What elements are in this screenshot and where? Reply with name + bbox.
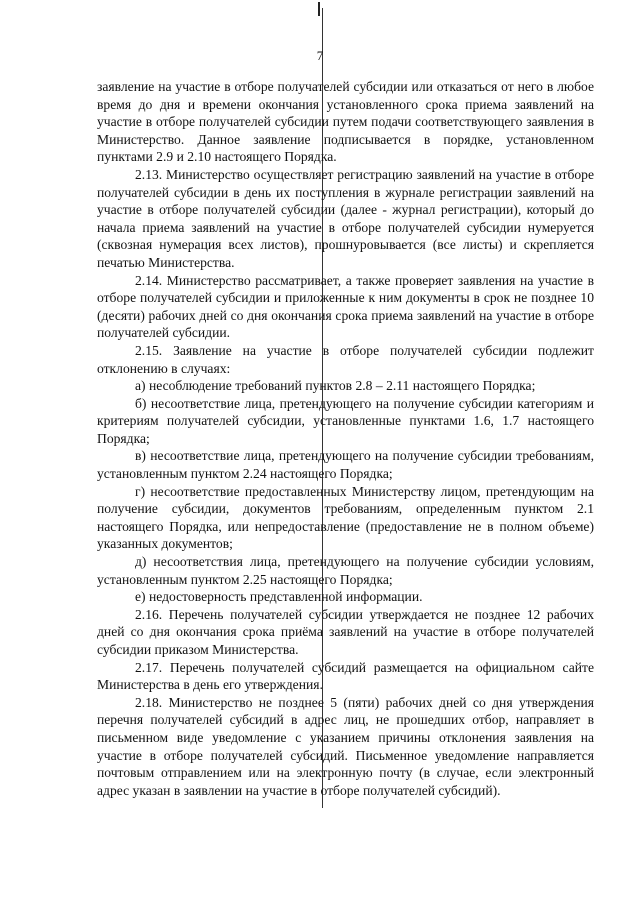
list-item-d: д) несоответствия лица, претендующего на получение субсидии условиям, установленным пунктом 2.25 настоящего Порядка; [97, 554, 594, 587]
paragraph-2-18: 2.18. Министерство не позднее 5 (пяти) рабочих дней со дня утверждения перечня получателей субсидий в адрес лиц, не прошедших отбор, направляет в письменном виде уведомление с указанием причины отклонения заявления на участие в отборе получателей субсидий. Письменное уведомление направляется почтовым отправлением или на электронную почту (в случае, если электронный адрес указан в заявлении на участие в отборе получателей субсидий). [97, 694, 594, 798]
document-body [97, 78, 594, 799]
paragraph-2-13: 2.13. Министерство осуществляет регистрацию заявлений на участие в отборе получателей субсидии в день их поступления в журнале регистрации заявлений на участие в отборе получателей субсидии (далее - журнал регистрации), который до начала приема заявлений на участие в отборе получателей субсидии нумеруется (сквозная нумерация всех листов), прошнуровывается (все листы) и скрепляется печатью Министерства. [97, 166, 594, 270]
list-item-v: в) несоответствие лица, претендующего на получение субсидии требованиям, установленным пунктом 2.24 настоящего Порядка; [97, 448, 594, 482]
paragraph-2-17: 2.17. Перечень получателей субсидий размещается на официальном сайте Министерства в день его утверждения. [97, 659, 594, 693]
list-item-e: е) недостоверность представленной информации. [135, 589, 423, 605]
page-number: 7 [316, 48, 324, 63]
paragraph-2-16: 2.16. Перечень получателей субсидии утверждается не позднее 12 рабочих дней со дня окончания срока приёма заявлений на участие в отборе получателей субсидии приказом Министерства. [97, 606, 594, 657]
paragraph-2-14: 2.14. Министерство рассматривает, а также проверяет заявления на участие в отборе получателей субсидии и приложенные к ним документы в срок не позднее 10 (десяти) рабочих дней со дня окончания срока приема заявлений на участие в отборе получателей субсидии. [97, 272, 594, 341]
list-item-a: а) несоблюдение требований пунктов 2.8 – 2.11 настоящего Порядка; [135, 378, 536, 394]
list-item-g: г) несоответствие предоставленных Министерству лицом, претендующим на получение субсидии, документов требованиям, определенным пунктом 2.1 настоящего Порядка, или непредоставление (предоставление не в полном объеме) указанных документов; [97, 483, 594, 552]
paragraph-2-12-end: заявление на участие в отборе получателей субсидии или отказаться от него в любое время до дня и времени окончания установленного срока приема заявлений на участие в отборе получателей субсидии путем подачи соответствующего заявления в Министерство. Данное заявление подписывается в порядке, установленном пунктами 2.9 и 2.10 настоящего Порядка. [97, 79, 594, 165]
list-item-b: б) несоответствие лица, претендующего на получение субсидии категориям и критериям получателей субсидии, установленные пунктами 1.6, 1.7 настоящего Порядка; [97, 395, 594, 446]
paragraph-2-15: 2.15. Заявление на участие в отборе получателей субсидии подлежит отклонению в случаях: [97, 342, 594, 376]
